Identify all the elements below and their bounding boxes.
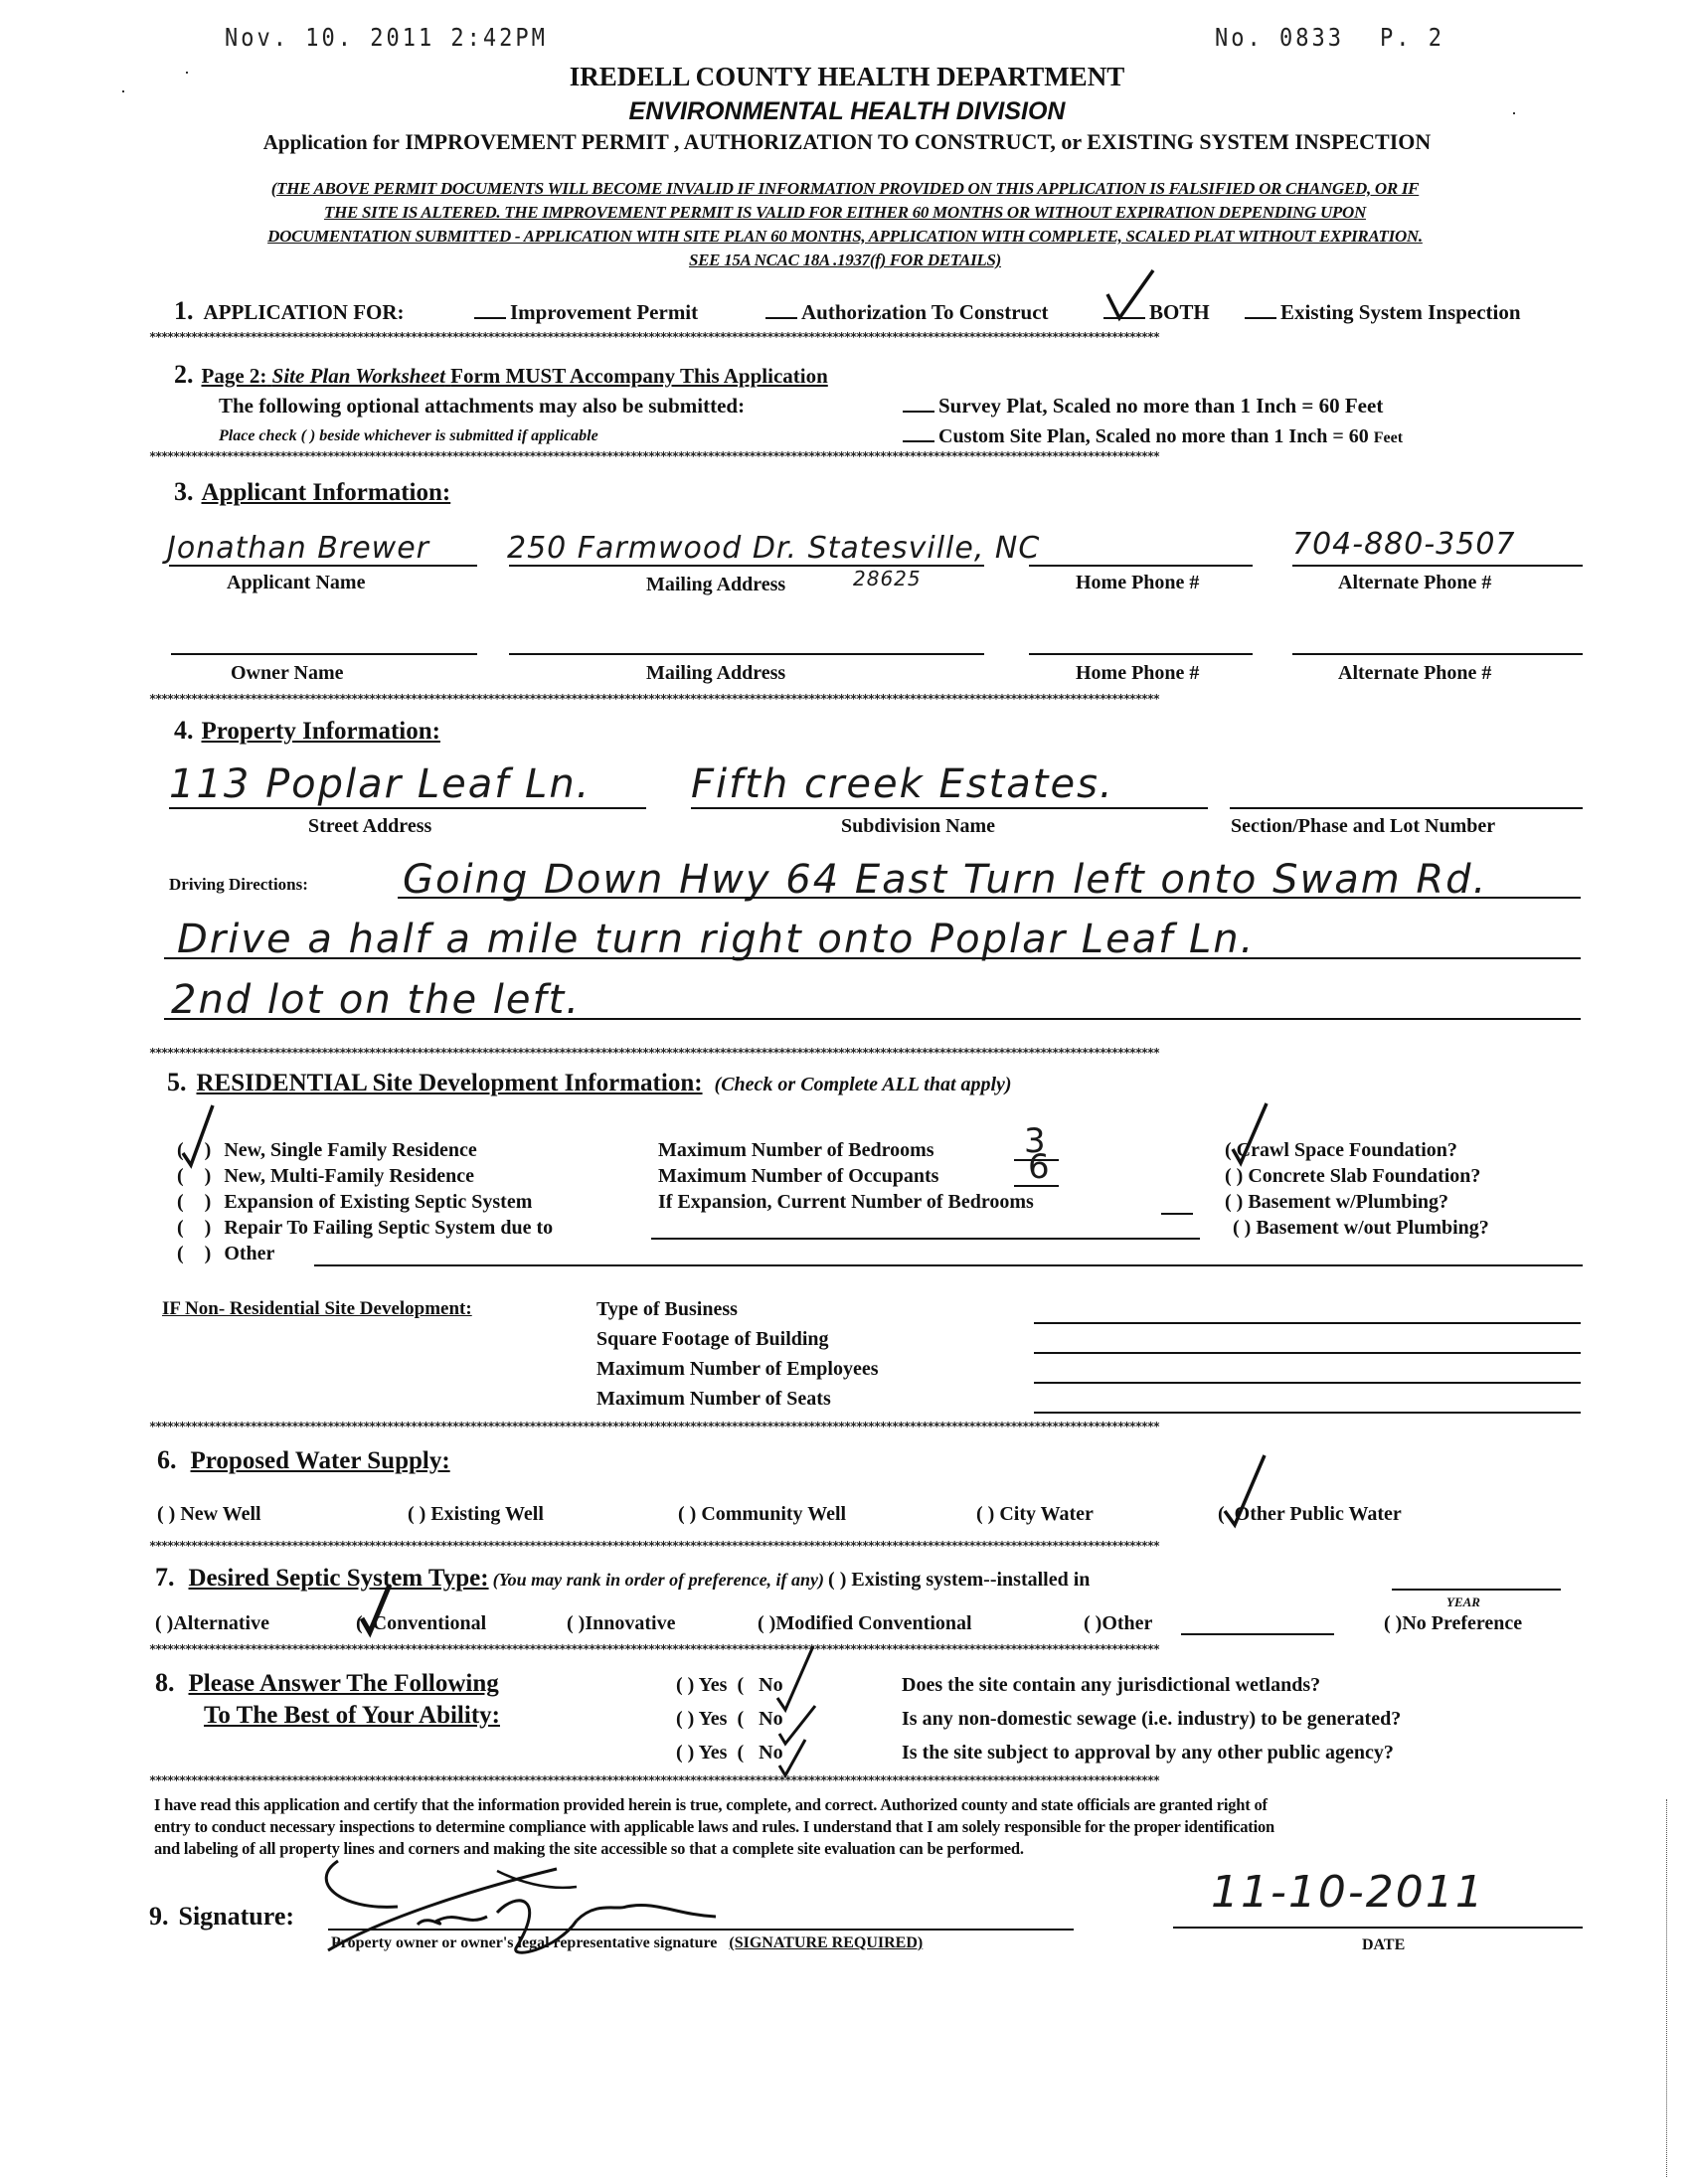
optional-attachments-text: The following optional attachments may also be submitted: bbox=[219, 394, 746, 418]
section-7 bbox=[155, 1563, 1090, 1593]
option-label: City Water bbox=[999, 1503, 1094, 1525]
section-2 bbox=[174, 360, 828, 390]
septic-other[interactable]: ( )Other bbox=[1084, 1612, 1153, 1634]
septic-conventional[interactable]: ( Conventional bbox=[356, 1612, 487, 1634]
septic-alternative[interactable]: ( )Alternative bbox=[155, 1612, 269, 1634]
option-label: Other bbox=[1101, 1612, 1153, 1634]
type-of-business-label: Type of Business bbox=[596, 1298, 738, 1320]
certification-line-1: I have read this application and certify that the information provided herein is true, complete, and correct. Authorized county and state officials are granted right of bbox=[154, 1795, 1268, 1814]
existing-system-label: Existing system--installed in bbox=[851, 1569, 1091, 1591]
section-4-heading: Property Information: bbox=[201, 718, 440, 745]
subdivision-name-field[interactable]: Fifth creek Estates. bbox=[691, 761, 1114, 807]
option-label: Basement w/Plumbing? bbox=[1248, 1191, 1449, 1213]
section-3-number: 3. bbox=[174, 477, 194, 506]
application-line bbox=[0, 129, 1694, 155]
max-employees-line bbox=[1034, 1382, 1581, 1384]
owner-mailing-address-field[interactable] bbox=[509, 624, 984, 652]
square-footage-line bbox=[1034, 1352, 1581, 1354]
owner-mailing-address-line bbox=[509, 653, 984, 655]
section-8-heading-line-1: Please Answer The Following bbox=[188, 1670, 499, 1697]
residence-type-repair[interactable]: ( ) Repair To Failing Septic System due to bbox=[177, 1217, 554, 1239]
driving-directions-line-1[interactable]: Going Down Hwy 64 East Turn left onto Swam Rd. bbox=[403, 857, 1488, 903]
driving-directions-line-3[interactable]: 2nd lot on the left. bbox=[171, 977, 581, 1023]
date-field[interactable]: 11-10-2011 bbox=[1211, 1867, 1485, 1918]
owner-name-field[interactable] bbox=[171, 624, 477, 652]
street-address-line bbox=[169, 807, 646, 809]
option-label: Existing Well bbox=[430, 1503, 544, 1525]
yes-label: Yes bbox=[698, 1708, 728, 1730]
option-label: Repair To Failing Septic System due to bbox=[224, 1217, 554, 1239]
option-label: New, Multi-Family Residence bbox=[224, 1165, 474, 1187]
section-5-number: 5. bbox=[167, 1068, 187, 1096]
option-label: Modified Conventional bbox=[775, 1612, 972, 1634]
residence-type-single-family[interactable]: ( ) New, Single Family Residence bbox=[177, 1139, 477, 1161]
existing-year-field[interactable] bbox=[1392, 1567, 1561, 1591]
foundation-concrete-slab[interactable]: ( ) Concrete Slab Foundation? bbox=[1225, 1165, 1481, 1187]
section-3-heading: Applicant Information: bbox=[201, 479, 451, 506]
star-divider: ************************************************************************************************************************************************************************** bbox=[149, 1773, 1159, 1787]
option-improvement-permit[interactable] bbox=[474, 300, 698, 325]
max-occupants-label: Maximum Number of Occupants bbox=[658, 1165, 939, 1187]
option-label: Authorization To Construct bbox=[801, 300, 1049, 324]
subdivision-name-label: Subdivision Name bbox=[841, 815, 996, 837]
option-label: Concrete Slab Foundation? bbox=[1248, 1165, 1481, 1187]
scan-speck bbox=[1513, 112, 1515, 114]
expansion-bedrooms-value[interactable] bbox=[1161, 1191, 1193, 1213]
section-6-number: 6. bbox=[157, 1445, 177, 1474]
attachment-label: Custom Site Plan, Scaled no more than 1 Inch = 60 bbox=[938, 425, 1369, 447]
section-1 bbox=[174, 296, 405, 326]
water-community-well[interactable]: ( ) Community Well bbox=[678, 1503, 847, 1525]
option-label: Conventional bbox=[372, 1612, 487, 1634]
existing-year-line bbox=[1392, 1589, 1561, 1591]
foundation-crawl-space[interactable]: ( Crawl Space Foundation? bbox=[1225, 1139, 1457, 1161]
section-8 bbox=[155, 1668, 499, 1698]
application-prefix: Application for bbox=[262, 130, 400, 154]
scan-speck bbox=[186, 72, 188, 74]
application-types: IMPROVEMENT PERMIT , AUTHORIZATION TO CONSTRUCT, or EXISTING SYSTEM INSPECTION bbox=[405, 129, 1432, 154]
star-divider: ************************************************************************************************************************************************************************** bbox=[149, 1420, 1159, 1433]
section-8-heading-line-2: To The Best of Your Ability: bbox=[204, 1702, 500, 1729]
page-subtitle: ENVIRONMENTAL HEALTH DIVISION bbox=[628, 97, 1066, 125]
star-divider: ************************************************************************************************************************************************************************** bbox=[149, 330, 1159, 344]
square-footage-label: Square Footage of Building bbox=[596, 1328, 829, 1350]
owner-mailing-address-label: Mailing Address bbox=[646, 662, 786, 684]
septic-other-line[interactable] bbox=[1181, 1633, 1334, 1635]
directions-rule-2 bbox=[164, 957, 1581, 959]
star-divider: ************************************************************************************************************************************************************************** bbox=[149, 692, 1159, 706]
option-label: Community Well bbox=[701, 1503, 847, 1525]
no-label: No bbox=[759, 1742, 783, 1764]
section-7-note: (You may rank in order of preference, if any) bbox=[492, 1570, 825, 1590]
checkmark-icon bbox=[1221, 1451, 1270, 1531]
street-address-label: Street Address bbox=[308, 815, 432, 837]
section-4 bbox=[174, 716, 440, 746]
signature-label: Signature: bbox=[178, 1902, 295, 1931]
question-2-text: Is any non-domestic sewage (i.e. industry) to be generated? bbox=[902, 1708, 1402, 1730]
date-line bbox=[1173, 1927, 1583, 1929]
signature-caption-text: Property owner or owner's legal representative signature bbox=[331, 1934, 718, 1951]
signature-required: (SIGNATURE REQUIRED) bbox=[729, 1934, 924, 1951]
expansion-bedrooms-line bbox=[1161, 1213, 1193, 1215]
driving-directions-label: Driving Directions: bbox=[169, 875, 308, 894]
applicant-name-label: Applicant Name bbox=[227, 572, 366, 593]
attachment-suffix: Feet bbox=[1373, 429, 1404, 446]
section-6 bbox=[157, 1445, 450, 1475]
expansion-bedrooms-label: If Expansion, Current Number of Bedrooms bbox=[658, 1191, 1034, 1213]
place-check-text: Place check ( ) beside whichever is submitted if applicable bbox=[219, 427, 598, 444]
street-address-field[interactable]: 113 Poplar Leaf Ln. bbox=[169, 761, 592, 807]
page-title: IREDELL COUNTY HEALTH DEPARTMENT bbox=[569, 62, 1125, 91]
option-label: Crawl Space Foundation? bbox=[1236, 1139, 1457, 1161]
section-phase-lot-line bbox=[1230, 807, 1583, 809]
disclaimer-line-3: DOCUMENTATION SUBMITTED - APPLICATION WITH SITE PLAN 60 MONTHS, APPLICATION WITH COMPLETE, SCALED PLAT WITHOUT EXPIRATION. bbox=[267, 227, 1423, 246]
owner-home-phone-label: Home Phone # bbox=[1076, 662, 1200, 684]
section-9-number: 9. bbox=[149, 1902, 169, 1931]
section-5 bbox=[167, 1068, 1012, 1097]
section-phase-lot-label: Section/Phase and Lot Number bbox=[1231, 815, 1496, 837]
section-1-label: APPLICATION FOR: bbox=[203, 300, 405, 324]
scan-edge bbox=[1666, 1799, 1668, 2177]
question-1-text: Does the site contain any jurisdictional wetlands? bbox=[902, 1674, 1321, 1696]
checkmark-icon bbox=[179, 1101, 219, 1171]
attachment-label: Survey Plat, Scaled no more than 1 Inch = 60 Feet bbox=[938, 394, 1384, 418]
no-label: No bbox=[759, 1708, 783, 1730]
option-label: Existing System Inspection bbox=[1280, 300, 1521, 324]
square-footage-field[interactable] bbox=[1034, 1328, 1581, 1352]
signature-line bbox=[328, 1929, 1074, 1931]
disclaimer-line-4: SEE 15A NCAC 18A .1937(f) FOR DETAILS) bbox=[688, 251, 1002, 269]
certification-line-2: entry to conduct necessary inspections to determine compliance with applicable laws and rules. I understand that I am solely responsible for the proper identification bbox=[154, 1817, 1274, 1836]
option-label: Basement w/out Plumbing? bbox=[1256, 1217, 1489, 1239]
scan-speck bbox=[122, 90, 124, 92]
owner-alternate-phone-field[interactable] bbox=[1292, 624, 1583, 652]
applicant-home-phone-line bbox=[1029, 565, 1253, 567]
yes-label: Yes bbox=[698, 1742, 728, 1764]
option-label: Other bbox=[224, 1243, 275, 1264]
section-9 bbox=[149, 1902, 294, 1932]
applicant-mailing-address-field[interactable]: 250 Farmwood Dr. Statesville, NC bbox=[507, 531, 1041, 566]
checkmark-icon bbox=[1229, 1099, 1270, 1169]
question-3-answer[interactable]: ( ) Yes ( No bbox=[676, 1742, 783, 1764]
section-6-heading: Proposed Water Supply: bbox=[190, 1447, 450, 1474]
driving-directions-line-2[interactable]: Drive a half a mile turn right onto Poplar Leaf Ln. bbox=[177, 917, 1256, 962]
question-3-text: Is the site subject to approval by any other public agency? bbox=[902, 1742, 1394, 1764]
water-existing-well[interactable]: ( ) Existing Well bbox=[408, 1503, 544, 1525]
section-7-number: 7. bbox=[155, 1563, 175, 1592]
section-2-heading bbox=[202, 364, 828, 388]
foundation-basement-plumbing[interactable]: ( ) Basement w/Plumbing? bbox=[1225, 1191, 1449, 1213]
foundation-basement-no-plumbing[interactable]: ( ) Basement w/out Plumbing? bbox=[1233, 1217, 1489, 1239]
applicant-name-field[interactable]: Jonathan Brewer bbox=[167, 531, 430, 566]
directions-rule-1 bbox=[398, 897, 1581, 899]
applicant-name-line bbox=[169, 565, 477, 567]
fax-datetime: Nov. 10. 2011 2:42PM bbox=[225, 24, 548, 53]
owner-alternate-phone-line bbox=[1292, 653, 1583, 655]
owner-home-phone-field[interactable] bbox=[1029, 624, 1253, 652]
question-1-answer[interactable]: ( ) Yes ( No bbox=[676, 1674, 783, 1696]
certification-line-3: and labeling of all property lines and corners and making the site accessible so that a complete site evaluation can be performed. bbox=[154, 1839, 1024, 1858]
alternate-phone-label: Alternate Phone # bbox=[1338, 572, 1492, 593]
subdivision-name-line bbox=[691, 807, 1208, 809]
attachment-custom-site-plan[interactable] bbox=[903, 425, 1403, 448]
applicant-zip-field[interactable]: 28625 bbox=[853, 567, 922, 590]
option-label: BOTH bbox=[1149, 300, 1210, 324]
section-phase-lot-field[interactable] bbox=[1230, 775, 1583, 805]
attachment-survey-plat[interactable] bbox=[903, 394, 1383, 419]
owner-name-line bbox=[171, 653, 477, 655]
max-seats-field[interactable] bbox=[1034, 1388, 1581, 1412]
residence-type-other[interactable]: ( ) Other bbox=[177, 1243, 275, 1264]
home-phone-label: Home Phone # bbox=[1076, 572, 1200, 593]
type-of-business-line bbox=[1034, 1322, 1581, 1324]
disclaimer-line-1: (THE ABOVE PERMIT DOCUMENTS WILL BECOME INVALID IF INFORMATION PROVIDED ON THIS APPLICATION IS FALSIFIED OR CHANGED, OR IF bbox=[270, 179, 1420, 198]
max-occupants-value[interactable]: 6 bbox=[1028, 1147, 1051, 1187]
option-label: No Preference bbox=[1402, 1612, 1523, 1634]
heading-worksheet: Site Plan Worksheet bbox=[271, 364, 445, 388]
disclaimer-line-2: THE SITE IS ALTERED. THE IMPROVEMENT PERMIT IS VALID FOR EITHER 60 MONTHS OR WITHOUT EXPIRATION DEPENDING UPON bbox=[324, 203, 1366, 222]
max-bedrooms-value[interactable]: 3 bbox=[1024, 1121, 1047, 1161]
star-divider: ************************************************************************************************************************************************************************** bbox=[149, 1046, 1159, 1060]
directions-rule-3 bbox=[164, 1018, 1581, 1020]
applicant-alternate-phone-line bbox=[1292, 565, 1583, 567]
option-authorization-to-construct[interactable] bbox=[765, 300, 1049, 325]
other-line[interactable] bbox=[314, 1264, 1583, 1266]
max-employees-field[interactable] bbox=[1034, 1358, 1581, 1382]
section-1-number: 1. bbox=[174, 296, 194, 325]
max-occupants-line bbox=[1014, 1185, 1059, 1187]
section-7-heading: Desired Septic System Type: bbox=[188, 1565, 489, 1592]
no-label: No bbox=[759, 1674, 783, 1696]
heading-rest: Form MUST Accompany This Application bbox=[450, 364, 828, 388]
owner-home-phone-line bbox=[1029, 653, 1253, 655]
star-divider: ************************************************************************************************************************************************************************** bbox=[149, 1642, 1159, 1656]
type-of-business-field[interactable] bbox=[1034, 1298, 1581, 1322]
water-other-public[interactable]: ( Other Public Water bbox=[1218, 1503, 1402, 1525]
option-label: Alternative bbox=[173, 1612, 269, 1634]
owner-name-label: Owner Name bbox=[231, 662, 344, 684]
checkmark-icon bbox=[1101, 266, 1161, 326]
water-new-well[interactable]: ( ) New Well bbox=[157, 1503, 261, 1525]
fax-number: No. 0833 bbox=[1215, 24, 1344, 53]
septic-innovative[interactable]: ( )Innovative bbox=[567, 1612, 676, 1634]
option-existing-system-inspection[interactable] bbox=[1245, 300, 1521, 325]
year-label: YEAR bbox=[1446, 1595, 1480, 1609]
option-label: Expansion of Existing Septic System bbox=[224, 1191, 533, 1213]
applicant-alternate-phone-field[interactable]: 704-880-3507 bbox=[1292, 527, 1516, 562]
star-divider: ************************************************************************************************************************************************************************** bbox=[149, 1539, 1159, 1553]
checkmark-icon bbox=[773, 1640, 833, 1779]
septic-no-preference[interactable]: ( )No Preference bbox=[1384, 1612, 1523, 1634]
heading-page: Page 2: bbox=[201, 364, 267, 388]
max-bedrooms-label: Maximum Number of Bedrooms bbox=[658, 1139, 934, 1161]
residence-type-expansion[interactable]: ( ) Expansion of Existing Septic System bbox=[177, 1191, 533, 1213]
septic-modified-conventional[interactable]: ( )Modified Conventional bbox=[758, 1612, 972, 1634]
yes-label: Yes bbox=[698, 1674, 728, 1696]
existing-system-option[interactable]: ( ) Existing system--installed in bbox=[828, 1569, 1091, 1591]
non-residential-heading: IF Non- Residential Site Development: bbox=[162, 1298, 472, 1319]
max-employees-label: Maximum Number of Employees bbox=[596, 1358, 879, 1380]
section-8-number: 8. bbox=[155, 1668, 175, 1697]
date-label: DATE bbox=[1362, 1936, 1406, 1953]
max-seats-label: Maximum Number of Seats bbox=[596, 1388, 831, 1410]
checkmark-icon bbox=[358, 1581, 398, 1640]
option-label: New Well bbox=[180, 1503, 261, 1525]
applicant-home-phone-field[interactable] bbox=[1026, 531, 1253, 561]
signature-caption bbox=[331, 1934, 923, 1952]
question-2-answer[interactable]: ( ) Yes ( No bbox=[676, 1708, 783, 1730]
option-label: Improvement Permit bbox=[510, 300, 699, 324]
option-label: Innovative bbox=[585, 1612, 676, 1634]
repair-reason-line[interactable] bbox=[651, 1238, 1200, 1240]
water-city-water[interactable]: ( ) City Water bbox=[976, 1503, 1094, 1525]
section-5-note: (Check or Complete ALL that apply) bbox=[714, 1074, 1012, 1095]
fax-page: P. 2 bbox=[1380, 24, 1444, 53]
owner-alternate-phone-label: Alternate Phone # bbox=[1338, 662, 1492, 684]
section-4-number: 4. bbox=[174, 716, 194, 745]
section-3 bbox=[174, 477, 450, 507]
max-seats-line bbox=[1034, 1412, 1581, 1414]
option-label: Other Public Water bbox=[1234, 1503, 1402, 1525]
star-divider: ************************************************************************************************************************************************************************** bbox=[149, 449, 1159, 463]
mailing-address-label: Mailing Address bbox=[646, 574, 786, 595]
section-5-heading: RESIDENTIAL Site Development Information: bbox=[196, 1070, 703, 1096]
residence-type-multi-family[interactable]: ( ) New, Multi-Family Residence bbox=[177, 1165, 474, 1187]
section-2-number: 2. bbox=[174, 360, 194, 389]
option-label: New, Single Family Residence bbox=[224, 1139, 477, 1161]
